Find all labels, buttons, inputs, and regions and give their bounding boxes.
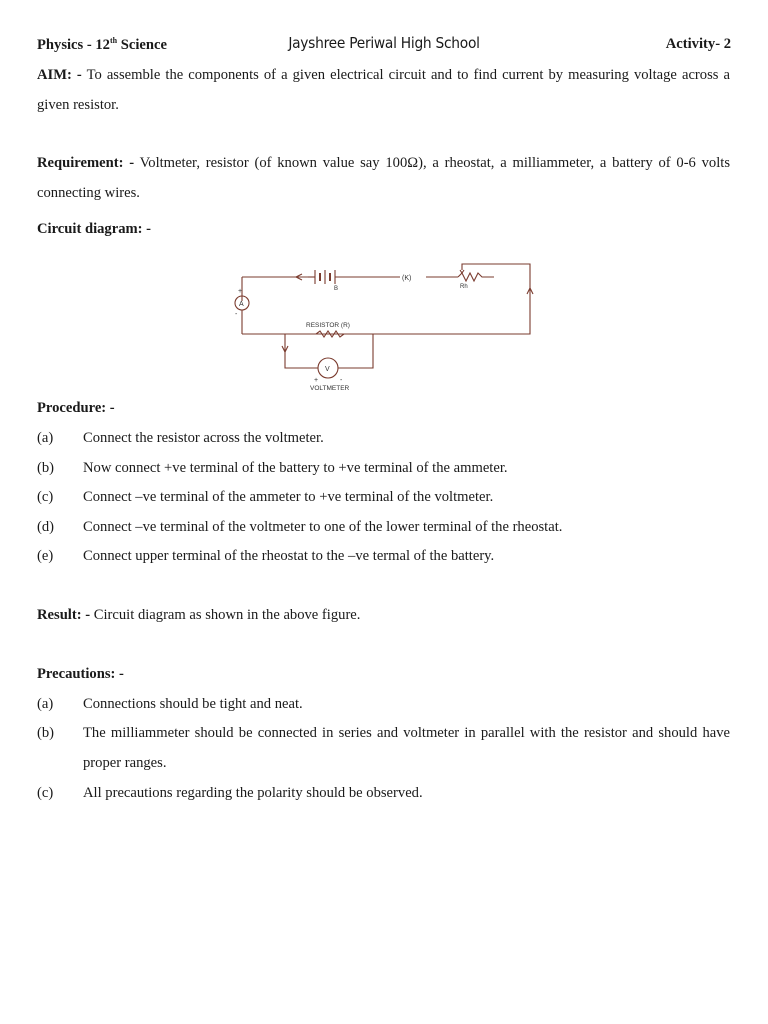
item-marker: (b) <box>37 460 55 476</box>
result-paragraph <box>37 600 730 630</box>
item-text: Connect upper terminal of the rheostat to the –ve termal of the battery. <box>83 548 495 564</box>
ammeter-plus: + <box>238 288 243 295</box>
procedure-heading: Procedure: - <box>37 400 115 416</box>
rheostat-symbol <box>458 264 530 291</box>
ammeter-minus: - <box>235 311 238 318</box>
item-text: Now connect +ve terminal of the battery to +ve terminal of the ammeter. <box>83 460 508 476</box>
voltmeter-label: VOLTMETER <box>310 385 350 392</box>
rheostat-label: Rh <box>460 284 468 290</box>
item-text: Connect –ve terminal of the voltmeter to one of the lower terminal of the rheostat. <box>83 519 563 535</box>
item-marker: (e) <box>37 548 54 564</box>
item-text: All precautions regarding the polarity should be observed. <box>83 785 423 801</box>
precautions-heading: Precautions: - <box>37 666 124 682</box>
voltmeter-plus: + <box>314 377 319 384</box>
voltmeter-minus: - <box>340 377 343 384</box>
circuit-heading: Circuit diagram: - <box>37 221 152 237</box>
requirement-paragraph <box>37 148 730 208</box>
item-marker: (a) <box>37 430 54 446</box>
ammeter-label: A <box>239 301 244 308</box>
result-label: Result: - <box>37 607 91 623</box>
activity-number: Activity- 2 <box>665 36 731 52</box>
subject-suffix: Science <box>117 36 167 53</box>
aim-text: To assemble the components of a given electrical circuit and to find current by measuring voltage across a given resistor. <box>37 67 730 113</box>
item-marker: (b) <box>37 725 55 741</box>
requirement-label: Requirement: - <box>37 155 135 171</box>
circuit-svg <box>230 246 540 392</box>
item-text: Connect –ve terminal of the ammeter to +ve terminal of the voltmeter. <box>83 489 494 505</box>
result-text: Circuit diagram as shown in the above figure. <box>90 607 361 623</box>
aim-label: AIM: - <box>37 67 82 83</box>
right-wire <box>242 291 530 334</box>
subject-prefix: Physics - 12 <box>37 36 110 53</box>
circuit-diagram <box>230 246 540 392</box>
requirement-text: Voltmeter, resistor (of known value say 100Ω), a rheostat, a milliammeter, a battery of 0-6 volts connecting wires. <box>37 155 731 201</box>
voltmeter-symbol-label: V <box>325 366 330 373</box>
item-marker: (a) <box>37 696 54 712</box>
school-name: Jayshree Periwal High School <box>288 34 480 52</box>
subject-superscript: th <box>109 36 118 45</box>
item-marker: (d) <box>37 519 55 535</box>
battery-label: B <box>334 286 339 292</box>
item-marker: (c) <box>37 785 54 801</box>
key-label: (K) <box>402 275 412 282</box>
item-marker: (c) <box>37 489 54 505</box>
aim-paragraph <box>37 60 730 120</box>
battery-symbol <box>296 270 380 284</box>
item-text: The milliammeter should be connected in series and voltmeter in parallel with the resistor and should have proper ranges. <box>83 725 730 771</box>
resistor-label: RESISTOR (R) <box>306 322 350 329</box>
item-text: Connect the resistor across the voltmeter. <box>83 430 324 446</box>
item-text: Connections should be tight and neat. <box>83 696 303 712</box>
